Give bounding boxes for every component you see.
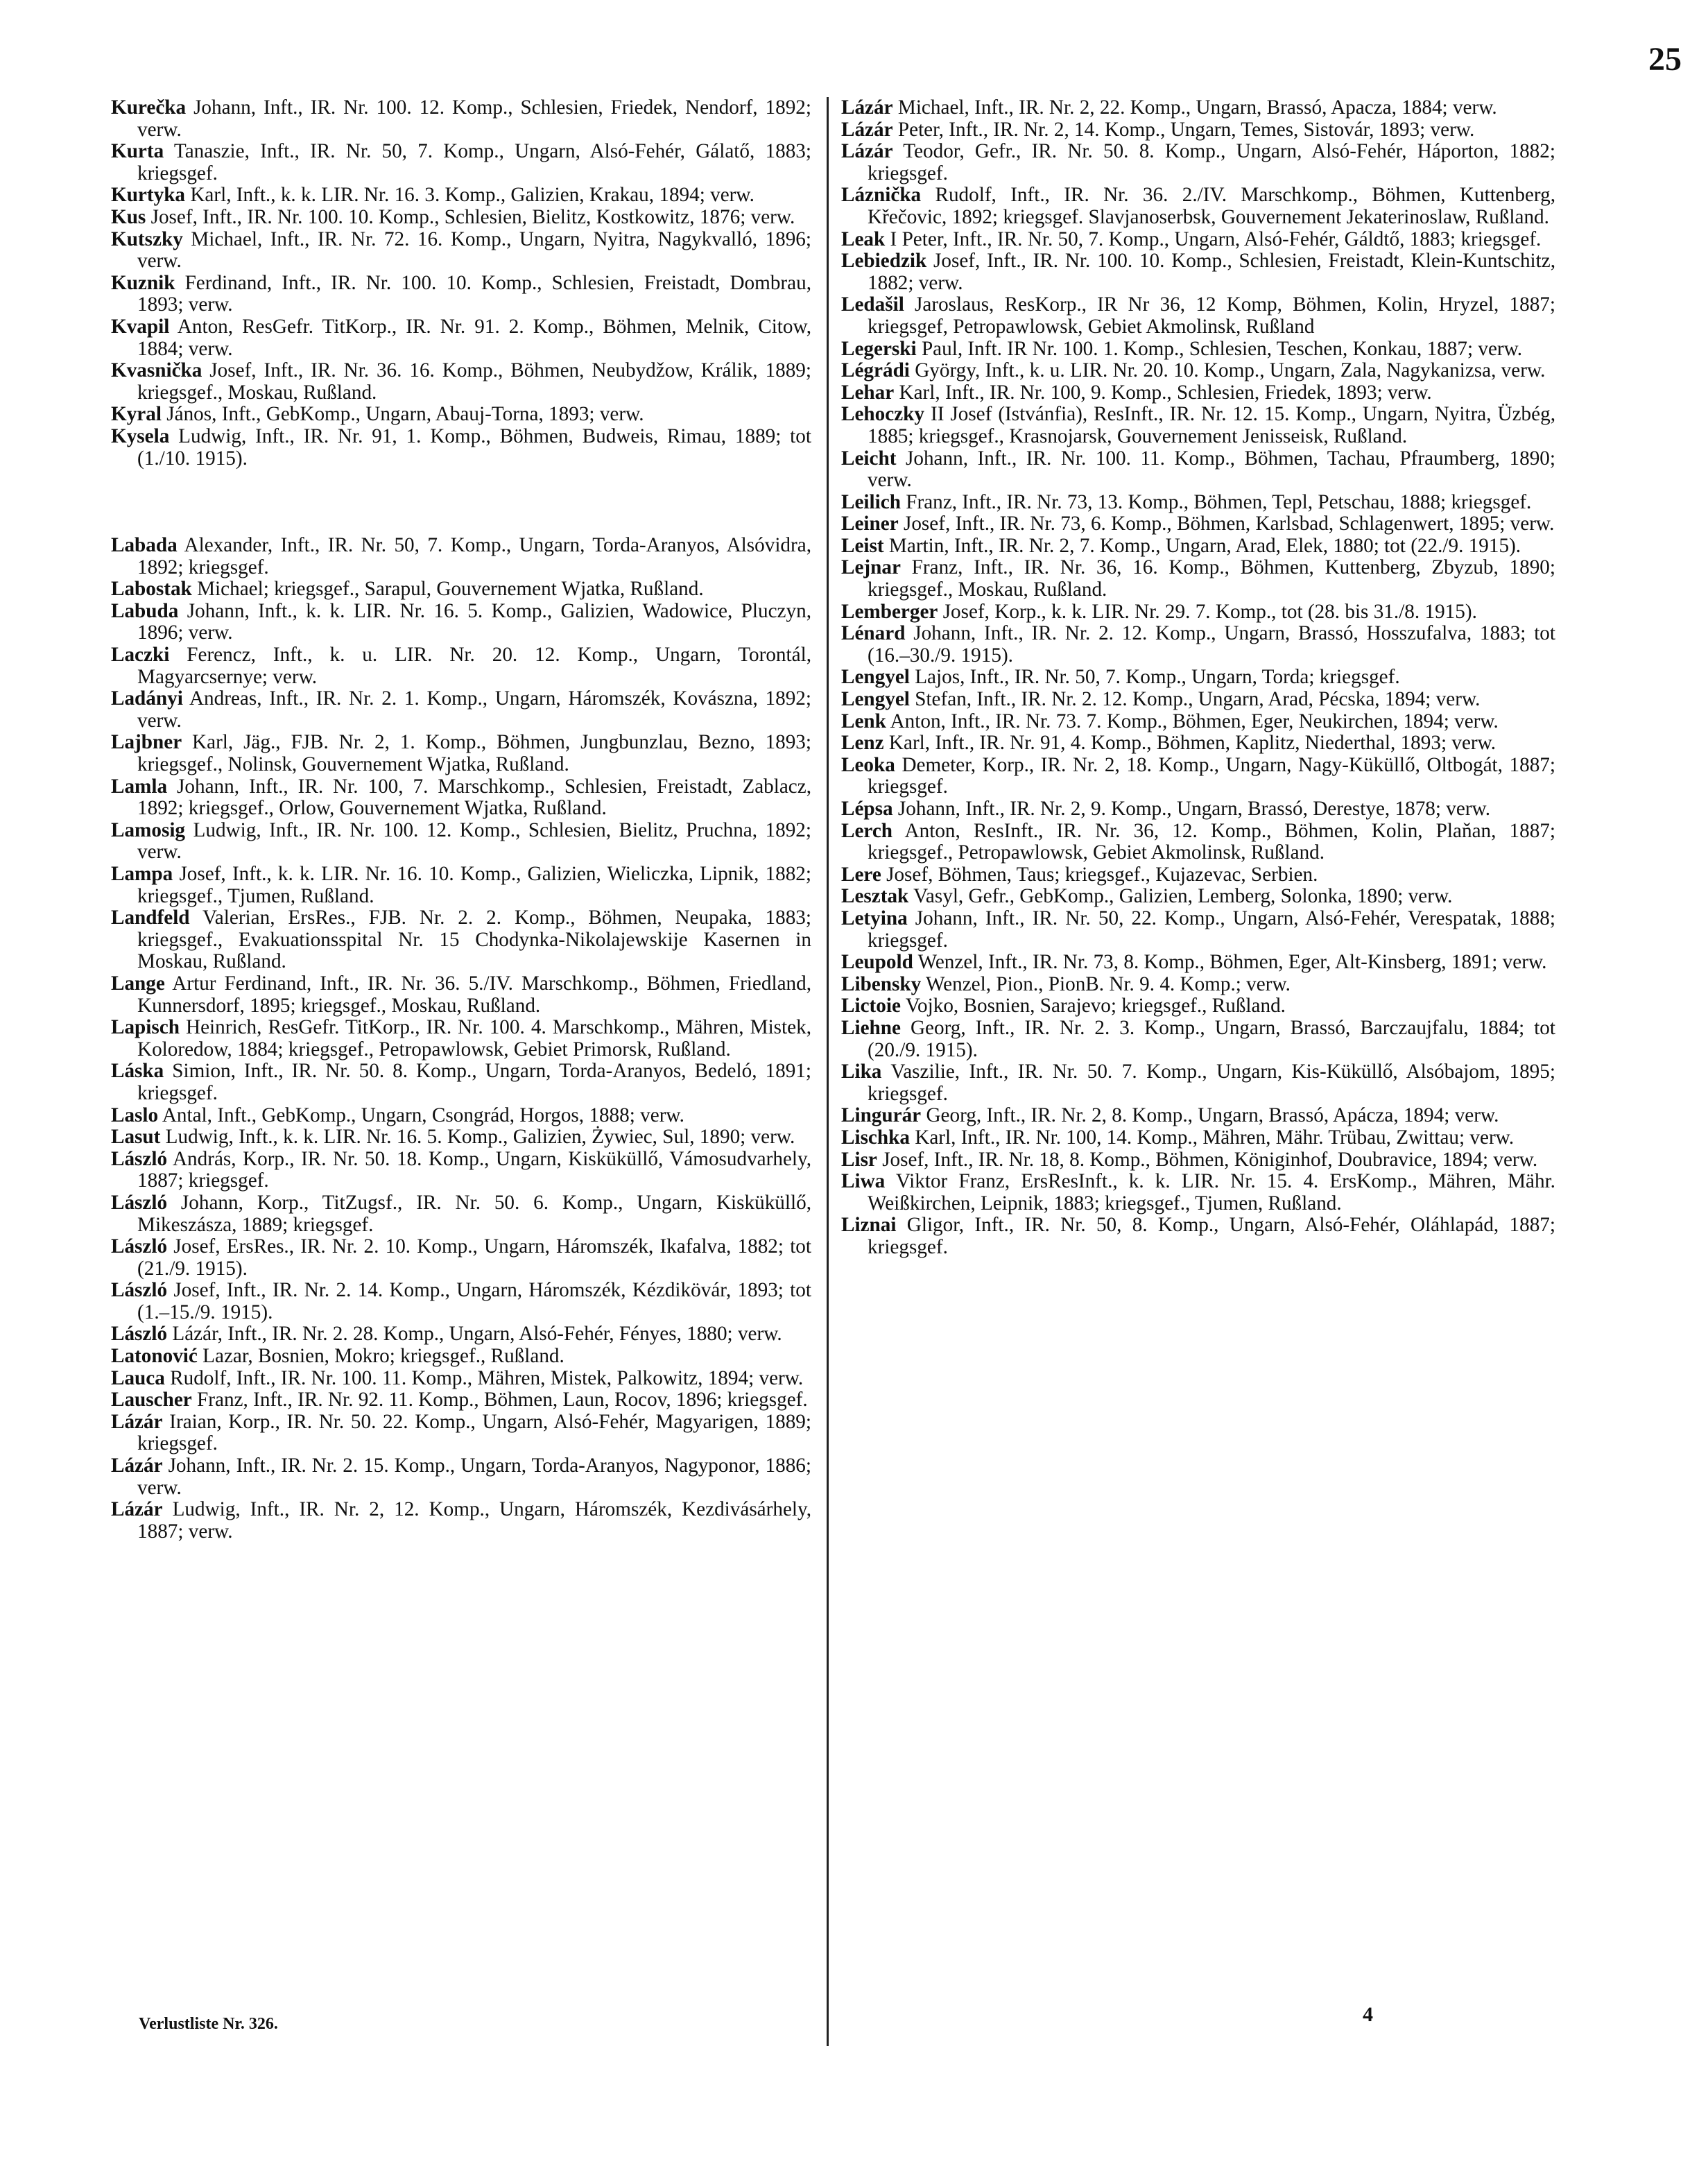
entry-details: Johann, Inft., IR. Nr. 100, 7. Marschkomp., Schlesien, Freistadt, Zablacz, 1892; kriegsgef., Orlow, Gouvernement Wjatka, Rußland. <box>137 775 812 820</box>
entry-surname: Leilich <box>841 490 901 513</box>
entry-details: Anton, ResGefr. TitKorp., IR. Nr. 91. 2. Komp., Böhmen, Melnik, Citow, 1884; verw. <box>137 315 811 360</box>
entry-details: Demeter, Korp., IR. Nr. 2, 18. Komp., Ungarn, Nagy-Küküllő, Oltbogát, 1887; kriegsgef. <box>868 753 1556 798</box>
casualty-entry <box>841 229 1555 251</box>
entry-details: Simion, Inft., IR. Nr. 50. 8. Komp., Ungarn, Torda-Aranyos, Bedeló, 1891; kriegsgef. <box>137 1060 811 1104</box>
entry-surname: Lebiedzik <box>841 250 927 273</box>
casualty-entry <box>841 1215 1555 1258</box>
entry-surname: László <box>111 1191 168 1214</box>
entry-details: Lázár, Inft., IR. Nr. 2. 28. Komp., Ungarn, Alsó-Fehér, Fényes, 1880; verw. <box>172 1323 782 1346</box>
casualty-entry <box>841 864 1555 886</box>
footer-list-number: Verlustliste Nr. 326. <box>139 2015 278 2033</box>
casualty-entry <box>841 535 1555 558</box>
entry-details: Karl, Inft., IR. Nr. 100, 14. Komp., Mähren, Mähr. Trübau, Zwittau; verw. <box>915 1126 1515 1149</box>
entry-details: Anton, Inft., IR. Nr. 73. 7. Komp., Böhmen, Eger, Neukirchen, 1894; verw. <box>890 710 1499 732</box>
entry-details: Viktor Franz, ErsResInft., k. k. LIR. Nr. 15. 4. ErsKomp., Mähren, Mähr. Weißkirchen, Leipnik, 1883; kriegsgef., Tjumen, Rußland. <box>868 1170 1555 1215</box>
entry-surname: Lemberger <box>841 600 938 623</box>
entry-surname: Lictoie <box>841 995 901 1018</box>
entry-surname: Lenk <box>841 710 886 732</box>
entry-surname: Lázár <box>841 140 893 163</box>
entry-details: Anton, ResInft., IR. Nr. 36, 12. Komp., Böhmen, Kolin, Plaňan, 1887; kriegsgef., Petropawlowsk, Gebiet Akmolinsk, Rußland. <box>868 819 1555 864</box>
entry-details: Josef, Inft., IR. Nr. 100. 10. Komp., Schlesien, Bielitz, Kostkowitz, 1876; verw. <box>150 205 795 228</box>
entry-surname: Kuznik <box>111 271 175 294</box>
casualty-entry <box>841 448 1555 492</box>
casualty-entry <box>111 404 811 426</box>
entry-surname: Lenz <box>841 732 884 755</box>
casualty-entry <box>111 1280 811 1323</box>
entry-surname: Kurtyka <box>111 184 186 207</box>
casualty-entry <box>111 360 811 404</box>
entry-surname: Lázár <box>111 1410 163 1433</box>
casualty-entry <box>111 732 811 775</box>
entry-details: János, Inft., GebKomp., Ungarn, Abauj-Torna, 1893; verw. <box>166 403 644 426</box>
page-number: 25 <box>1648 41 1682 78</box>
entry-details: Josef, Korp., k. k. LIR. Nr. 29. 7. Komp., tot (28. bis 31./8. 1915). <box>942 600 1477 623</box>
casualty-entry <box>841 513 1555 535</box>
entry-surname: Ledašil <box>841 293 904 316</box>
entry-details: Johann, Inft., IR. Nr. 2. 12. Komp., Ungarn, Brassó, Hosszufalva, 1883; tot (16.–30./9. 1915). <box>868 622 1555 667</box>
entry-surname: Leupold <box>841 951 913 974</box>
entry-surname: Leist <box>841 534 884 557</box>
entry-surname: Lange <box>111 972 165 995</box>
entry-surname: Légrádi <box>841 359 910 382</box>
entry-details: Johann, Inft., IR. Nr. 100. 11. Komp., Böhmen, Tachau, Pfraumberg, 1890; verw. <box>868 447 1555 492</box>
casualty-entry <box>111 1455 811 1499</box>
entry-details: Jaroslaus, ResKorp., IR Nr 36, 12 Komp, Böhmen, Kolin, Hryzel, 1887; kriegsgef, Petropawlowsk, Gebiet Akmolinsk, Rußland <box>868 293 1555 338</box>
entry-surname: Lauca <box>111 1366 165 1389</box>
casualty-entry <box>111 535 811 578</box>
casualty-entry <box>841 294 1555 338</box>
entry-surname: Lénard <box>841 622 906 645</box>
casualty-entry <box>111 1323 811 1346</box>
casualty-entry <box>841 732 1555 755</box>
entry-surname: Lampa <box>111 863 173 885</box>
entry-surname: Lázár <box>841 96 893 119</box>
casualty-entry <box>841 557 1555 601</box>
casualty-entry <box>111 864 811 907</box>
section-gap <box>111 470 811 535</box>
entry-details: Johann, Inft., IR. Nr. 2, 9. Komp., Ungarn, Brassó, Derestye, 1878; verw. <box>897 798 1491 820</box>
casualty-entry <box>841 886 1555 908</box>
casualty-entry <box>111 185 811 207</box>
entry-details: Ludwig, Inft., k. k. LIR. Nr. 16. 5. Komp., Galizien, Żywiec, Sul, 1890; verw. <box>165 1126 795 1149</box>
casualty-entry <box>111 229 811 273</box>
casualty-entry <box>841 185 1555 228</box>
entry-surname: Lingurár <box>841 1104 922 1127</box>
casualty-entry <box>841 141 1555 185</box>
casualty-entry <box>111 1017 811 1061</box>
entry-details: Rudolf, Inft., IR. Nr. 100. 11. Komp., Mähren, Mistek, Palkowitz, 1894; verw. <box>170 1366 804 1389</box>
entry-surname: Kysela <box>111 424 170 447</box>
entry-details: Heinrich, ResGefr. TitKorp., IR. Nr. 100. 4. Marschkomp., Mähren, Mistek, Koloredow, 1884; kriegsgef., Petropawlowsk, Gebiet Primorsk, Rußland. <box>137 1016 811 1061</box>
casualty-entry <box>111 1149 811 1192</box>
entry-surname: Lázár <box>841 118 893 141</box>
entry-surname: Kyral <box>111 403 162 426</box>
entry-surname: Labostak <box>111 578 192 601</box>
entry-surname: Lázár <box>111 1455 163 1477</box>
entry-surname: Lengyel <box>841 688 910 711</box>
entry-surname: Kurta <box>111 140 164 163</box>
right-column <box>841 97 1555 1258</box>
entry-details: Martin, Inft., IR. Nr. 2, 7. Komp., Ungarn, Arad, Elek, 1880; tot (22./9. 1915). <box>888 534 1521 557</box>
casualty-entry <box>841 119 1555 141</box>
entry-surname: Lesztak <box>841 885 909 908</box>
entry-surname: Labada <box>111 534 178 557</box>
casualty-entry <box>841 623 1555 667</box>
entry-details: Josef, Inft., IR. Nr. 100. 10. Komp., Schlesien, Freistadt, Klein-Kuntschitz, 1882; verw. <box>868 250 1556 294</box>
entry-details: Vojko, Bosnien, Sarajevo; kriegsgef., Rußland. <box>905 995 1286 1018</box>
entry-surname: Letyina <box>841 907 908 929</box>
casualty-entry <box>111 907 811 973</box>
entry-details: Karl, Inft., k. k. LIR. Nr. 16. 3. Komp., Galizien, Krakau, 1894; verw. <box>190 184 754 207</box>
casualty-entry <box>111 1236 811 1280</box>
casualty-entry <box>841 404 1555 447</box>
entry-details: György, Inft., k. u. LIR. Nr. 20. 10. Komp., Ungarn, Zala, Nagykanizsa, verw. <box>915 359 1546 382</box>
footer-sheet-number: 4 <box>1363 2003 1373 2026</box>
casualty-entry <box>841 97 1555 119</box>
entry-details: Georg, Inft., IR. Nr. 2. 3. Komp., Ungarn, Brassó, Barczaujfalu, 1884; tot (20./9. 1915). <box>868 1016 1556 1061</box>
casualty-entry <box>111 1126 811 1149</box>
entry-details: Vasyl, Gefr., GebKomp., Galizien, Lemberg, Solonka, 1890; verw. <box>913 885 1453 908</box>
entry-details: Michael, Inft., IR. Nr. 72. 16. Komp., Ungarn, Nyitra, Nagykvalló, 1896; verw. <box>137 228 812 273</box>
entry-surname: Lasut <box>111 1126 161 1149</box>
casualty-entry <box>841 952 1555 974</box>
entry-surname: Latonović <box>111 1345 198 1368</box>
column-divider <box>827 97 829 2046</box>
entry-details: Johann, Inft., IR. Nr. 2. 15. Komp., Ungarn, Torda-Aranyos, Nagyponor, 1886; verw. <box>137 1455 811 1499</box>
left-column <box>111 97 811 1543</box>
entry-details: Karl, Inft., IR. Nr. 91, 4. Komp., Böhmen, Kaplitz, Niederthal, 1893; verw. <box>888 732 1496 755</box>
entry-details: Josef, Böhmen, Taus; kriegsgef., Kujazevac, Serbien. <box>886 863 1318 886</box>
casualty-entry <box>111 820 811 864</box>
entry-surname: Lehar <box>841 381 895 404</box>
entry-details: Karl, Inft., IR. Nr. 100, 9. Komp., Schlesien, Friedek, 1893; verw. <box>899 381 1432 404</box>
casualty-entry <box>841 1149 1555 1172</box>
casualty-entry <box>111 1499 811 1543</box>
entry-surname: Láznička <box>841 184 922 207</box>
casualty-entry <box>841 338 1555 361</box>
casualty-entry <box>841 1171 1555 1215</box>
entry-surname: Lisr <box>841 1148 877 1171</box>
entry-surname: Lerch <box>841 819 893 842</box>
entry-surname: Lere <box>841 863 881 886</box>
entry-surname: Liznai <box>841 1214 897 1237</box>
entry-details: Ludwig, Inft., IR. Nr. 91, 1. Komp., Böhmen, Budweis, Rimau, 1889; tot (1./10. 1915). <box>137 424 811 470</box>
entry-details: Vaszilie, Inft., IR. Nr. 50. 7. Komp., Ungarn, Kis-Küküllő, Alsóbajom, 1895; kriegsgef. <box>868 1061 1555 1105</box>
casualty-entry <box>111 601 811 644</box>
entry-surname: Lengyel <box>841 666 910 689</box>
casualty-entry <box>111 97 811 141</box>
entry-details: Johann, Korp., TitZugsf., IR. Nr. 50. 6. Komp., Ungarn, Kisküküllő, Mikeszásza, 1889; kriegsgef. <box>137 1191 812 1236</box>
casualty-entry <box>111 578 811 601</box>
entry-surname: Lischka <box>841 1126 910 1149</box>
entry-details: Josef, Inft., IR. Nr. 2. 14. Komp., Ungarn, Háromszék, Kézdikövár, 1893; tot (1.–15./9. 1915). <box>137 1279 811 1323</box>
entry-details: Karl, Jäg., FJB. Nr. 2, 1. Komp., Böhmen, Jungbunzlau, Bezno, 1893; kriegsgef., Nolinsk, Gouvernement Wjatka, Rußland. <box>137 731 811 776</box>
entry-surname: Ladányi <box>111 687 183 710</box>
entry-details: Antal, Inft., GebKomp., Ungarn, Csongrád, Horgos, 1888; verw. <box>162 1104 684 1126</box>
casualty-entry <box>841 711 1555 733</box>
entry-details: Johann, Inft., IR. Nr. 100. 12. Komp., Schlesien, Friedek, Nendorf, 1892; verw. <box>137 96 812 141</box>
casualty-entry <box>111 1389 811 1411</box>
entry-details: Johann, Inft., IR. Nr. 50, 22. Komp., Ungarn, Alsó-Fehér, Verespatak, 1888; kriegsgef. <box>868 907 1555 952</box>
entry-surname: Landfeld <box>111 907 190 929</box>
casualty-entry <box>841 601 1555 624</box>
casualty-entry <box>111 644 811 688</box>
entry-surname: Lamosig <box>111 818 186 841</box>
casualty-entry <box>111 273 811 316</box>
entry-details: Rudolf, Inft., IR. Nr. 36. 2./IV. Marschkomp., Böhmen, Kuttenberg, Křečovic, 1892; kriegsgef. Slavjanoserbsk, Gouvernement Jekaterinoslaw, Rußland. <box>868 184 1556 228</box>
entry-surname: Lépsa <box>841 798 893 820</box>
entry-surname: Lejnar <box>841 556 901 579</box>
entry-details: Ferencz, Inft., k. u. LIR. Nr. 20. 12. Komp., Ungarn, Torontál, Magyarcsernye; verw. <box>137 644 811 688</box>
entry-surname: Liehne <box>841 1016 901 1039</box>
entry-surname: Kus <box>111 205 146 228</box>
entry-surname: Lauscher <box>111 1389 192 1411</box>
entry-surname: Lika <box>841 1061 882 1083</box>
entry-surname: Liwa <box>841 1170 886 1193</box>
casualty-entry <box>111 1061 811 1104</box>
entry-details: Wenzel, Inft., IR. Nr. 73, 8. Komp., Böhmen, Eger, Alt-Kinsberg, 1891; verw. <box>917 951 1547 974</box>
casualty-entry <box>841 755 1555 798</box>
entry-details: Teodor, Gefr., IR. Nr. 50. 8. Komp., Ungarn, Alsó-Fehér, Háporton, 1882; kriegsgef. <box>868 140 1555 185</box>
casualty-entry <box>841 1105 1555 1127</box>
entry-surname: Labuda <box>111 599 179 622</box>
entry-surname: Kvasnička <box>111 359 202 382</box>
entry-surname: Lamla <box>111 775 168 798</box>
entry-details: I Peter, Inft., IR. Nr. 50, 7. Komp., Ungarn, Alsó-Fehér, Gáldtő, 1883; kriegsgef. <box>890 228 1542 250</box>
entry-details: Tanaszie, Inft., IR. Nr. 50, 7. Komp., Ungarn, Alsó-Fehér, Gálatő, 1883; kriegsgef. <box>137 140 811 185</box>
entry-details: Ludwig, Inft., IR. Nr. 2, 12. Komp., Ungarn, Háromszék, Kezdivásárhely, 1887; verw. <box>137 1498 812 1543</box>
entry-details: Wenzel, Pion., PionB. Nr. 9. 4. Komp.; verw. <box>925 972 1291 995</box>
entry-surname: Lapisch <box>111 1016 180 1039</box>
entry-details: Paul, Inft. IR Nr. 100. 1. Komp., Schlesien, Teschen, Konkau, 1887; verw. <box>921 337 1523 360</box>
entry-details: Johann, Inft., k. k. LIR. Nr. 16. 5. Komp., Galizien, Wadowice, Pluczyn, 1896; verw. <box>137 599 811 644</box>
entry-details: Michael; kriegsgef., Sarapul, Gouvernement Wjatka, Rußland. <box>197 578 704 601</box>
casualty-entry <box>841 995 1555 1018</box>
entry-details: Georg, Inft., IR. Nr. 2, 8. Komp., Ungarn, Brassó, Apácza, 1894; verw. <box>926 1104 1499 1127</box>
casualty-entry <box>111 1368 811 1390</box>
entry-details: Iraian, Korp., IR. Nr. 50. 22. Komp., Ungarn, Alsó-Fehér, Magyarigen, 1889; kriegsgef. <box>137 1410 811 1455</box>
entry-details: Josef, Inft., IR. Nr. 73, 6. Komp., Böhmen, Karlsbad, Schlagenwert, 1895; verw. <box>903 513 1555 535</box>
entry-surname: Lehoczky <box>841 403 924 426</box>
entry-surname: Legerski <box>841 337 917 360</box>
entry-details: Ludwig, Inft., IR. Nr. 100. 12. Komp., Schlesien, Bielitz, Pruchna, 1892; verw. <box>137 818 812 864</box>
casualty-entry <box>111 1411 811 1455</box>
casualty-entry <box>111 316 811 360</box>
casualty-entry <box>841 798 1555 821</box>
casualty-entry <box>841 908 1555 952</box>
entry-details: Valerian, ErsRes., FJB. Nr. 2. 2. Komp., Böhmen, Neupaka, 1883; kriegsgef., Evakuationsspital Nr. 15 Chodynka-Nikolajewskije Kasernen in Moskau, Rußland. <box>137 907 811 973</box>
entry-surname: Libensky <box>841 972 922 995</box>
casualty-entry <box>111 776 811 820</box>
casualty-entry <box>841 250 1555 294</box>
entry-details: Josef, Inft., IR. Nr. 18, 8. Komp., Böhmen, Königinhof, Doubravice, 1894; verw. <box>882 1148 1538 1171</box>
casualty-entry <box>111 1192 811 1236</box>
entry-details: Franz, Inft., IR. Nr. 73, 13. Komp., Böhmen, Tepl, Petschau, 1888; kriegsgef. <box>906 490 1532 513</box>
casualty-entry <box>841 1018 1555 1061</box>
entry-details: Artur Ferdinand, Inft., IR. Nr. 36. 5./IV. Marschkomp., Böhmen, Friedland, Kunnersdorf, 1895; kriegsgef., Moskau, Rußland. <box>137 972 812 1017</box>
entry-surname: Kutszky <box>111 228 183 250</box>
casualty-entry <box>111 141 811 185</box>
entry-details: András, Korp., IR. Nr. 50. 18. Komp., Ungarn, Kisküküllő, Vámosudvarhely, 1887; kriegsgef. <box>137 1147 812 1192</box>
entry-details: Josef, ErsRes., IR. Nr. 2. 10. Komp., Ungarn, Háromszék, Ikafalva, 1882; tot (21./9. 1915). <box>137 1235 812 1280</box>
entry-surname: Lázár <box>111 1498 163 1521</box>
casualty-entry <box>111 1346 811 1368</box>
entry-surname: Leak <box>841 228 886 250</box>
entry-surname: Láska <box>111 1060 164 1083</box>
entry-surname: Leiner <box>841 513 899 535</box>
entry-details: Michael, Inft., IR. Nr. 2, 22. Komp., Ungarn, Brassó, Apacza, 1884; verw. <box>897 96 1497 119</box>
entry-details: Ferdinand, Inft., IR. Nr. 100. 10. Komp., Schlesien, Freistadt, Dombrau, 1893; verw. <box>137 271 811 316</box>
casualty-entry <box>841 492 1555 514</box>
entry-surname: Laczki <box>111 644 170 667</box>
entry-surname: László <box>111 1279 168 1302</box>
entry-details: Gligor, Inft., IR. Nr. 50, 8. Komp., Ungarn, Alsó-Fehér, Oláhlapád, 1887; kriegsgef. <box>868 1214 1555 1258</box>
entry-surname: Kurečka <box>111 96 187 119</box>
entry-details: Stefan, Inft., IR. Nr. 2. 12. Komp., Ungarn, Arad, Pécska, 1894; verw. <box>915 688 1481 711</box>
entry-details: Lajos, Inft., IR. Nr. 50, 7. Komp., Ungarn, Torda; kriegsgef. <box>915 666 1400 689</box>
entry-details: Josef, Inft., IR. Nr. 36. 16. Komp., Böhmen, Neubydžow, Králik, 1889; kriegsgef., Moskau, Rußland. <box>137 359 811 404</box>
entry-details: Alexander, Inft., IR. Nr. 50, 7. Komp., Ungarn, Torda-Aranyos, Alsóvidra, 1892; kriegsgef. <box>137 534 811 578</box>
casualty-entry <box>841 1127 1555 1149</box>
entry-details: Josef, Inft., k. k. LIR. Nr. 16. 10. Komp., Galizien, Wieliczka, Lipnik, 1882; kriegsgef., Tjumen, Rußland. <box>137 863 811 907</box>
casualty-entry <box>841 667 1555 689</box>
casualty-entry <box>841 1061 1555 1105</box>
casualty-entry <box>841 360 1555 382</box>
entry-surname: Leicht <box>841 447 897 470</box>
entry-surname: Laslo <box>111 1104 159 1126</box>
entry-details: Lazar, Bosnien, Mokro; kriegsgef., Rußland. <box>202 1345 564 1368</box>
entry-surname: Lajbner <box>111 731 182 754</box>
casualty-entry <box>841 821 1555 864</box>
entry-surname: László <box>111 1323 168 1346</box>
casualty-entry <box>111 1105 811 1127</box>
casualty-entry <box>841 974 1555 996</box>
entry-details: Peter, Inft., IR. Nr. 2, 14. Komp., Ungarn, Temes, Sistovár, 1893; verw. <box>897 118 1475 141</box>
entry-details: Franz, Inft., IR. Nr. 92. 11. Komp., Böhmen, Laun, Rocov, 1896; kriegsgef. <box>197 1389 808 1411</box>
casualty-entry <box>111 426 811 470</box>
entry-surname: László <box>111 1235 168 1258</box>
entry-details: Andreas, Inft., IR. Nr. 2. 1. Komp., Ungarn, Háromszék, Kovászna, 1892; verw. <box>137 687 811 732</box>
casualty-entry <box>841 382 1555 404</box>
entry-surname: Leoka <box>841 753 895 776</box>
casualty-entry <box>111 207 811 229</box>
entry-surname: Kvapil <box>111 315 170 338</box>
casualty-entry <box>841 689 1555 711</box>
casualty-entry <box>111 688 811 732</box>
entry-details: Franz, Inft., IR. Nr. 36, 16. Komp., Böhmen, Kuttenberg, Zbyzub, 1890; kriegsgef., Moskau, Rußland. <box>868 556 1556 601</box>
entry-details: II Josef (Istvánfia), ResInft., IR. Nr. 12. 15. Komp., Ungarn, Nyitra, Üzbég, 1885; kriegsgef., Krasnojarsk, Gouvernement Jenisseisk, Rußland. <box>868 403 1555 447</box>
entry-surname: László <box>111 1147 168 1170</box>
casualty-entry <box>111 973 811 1017</box>
